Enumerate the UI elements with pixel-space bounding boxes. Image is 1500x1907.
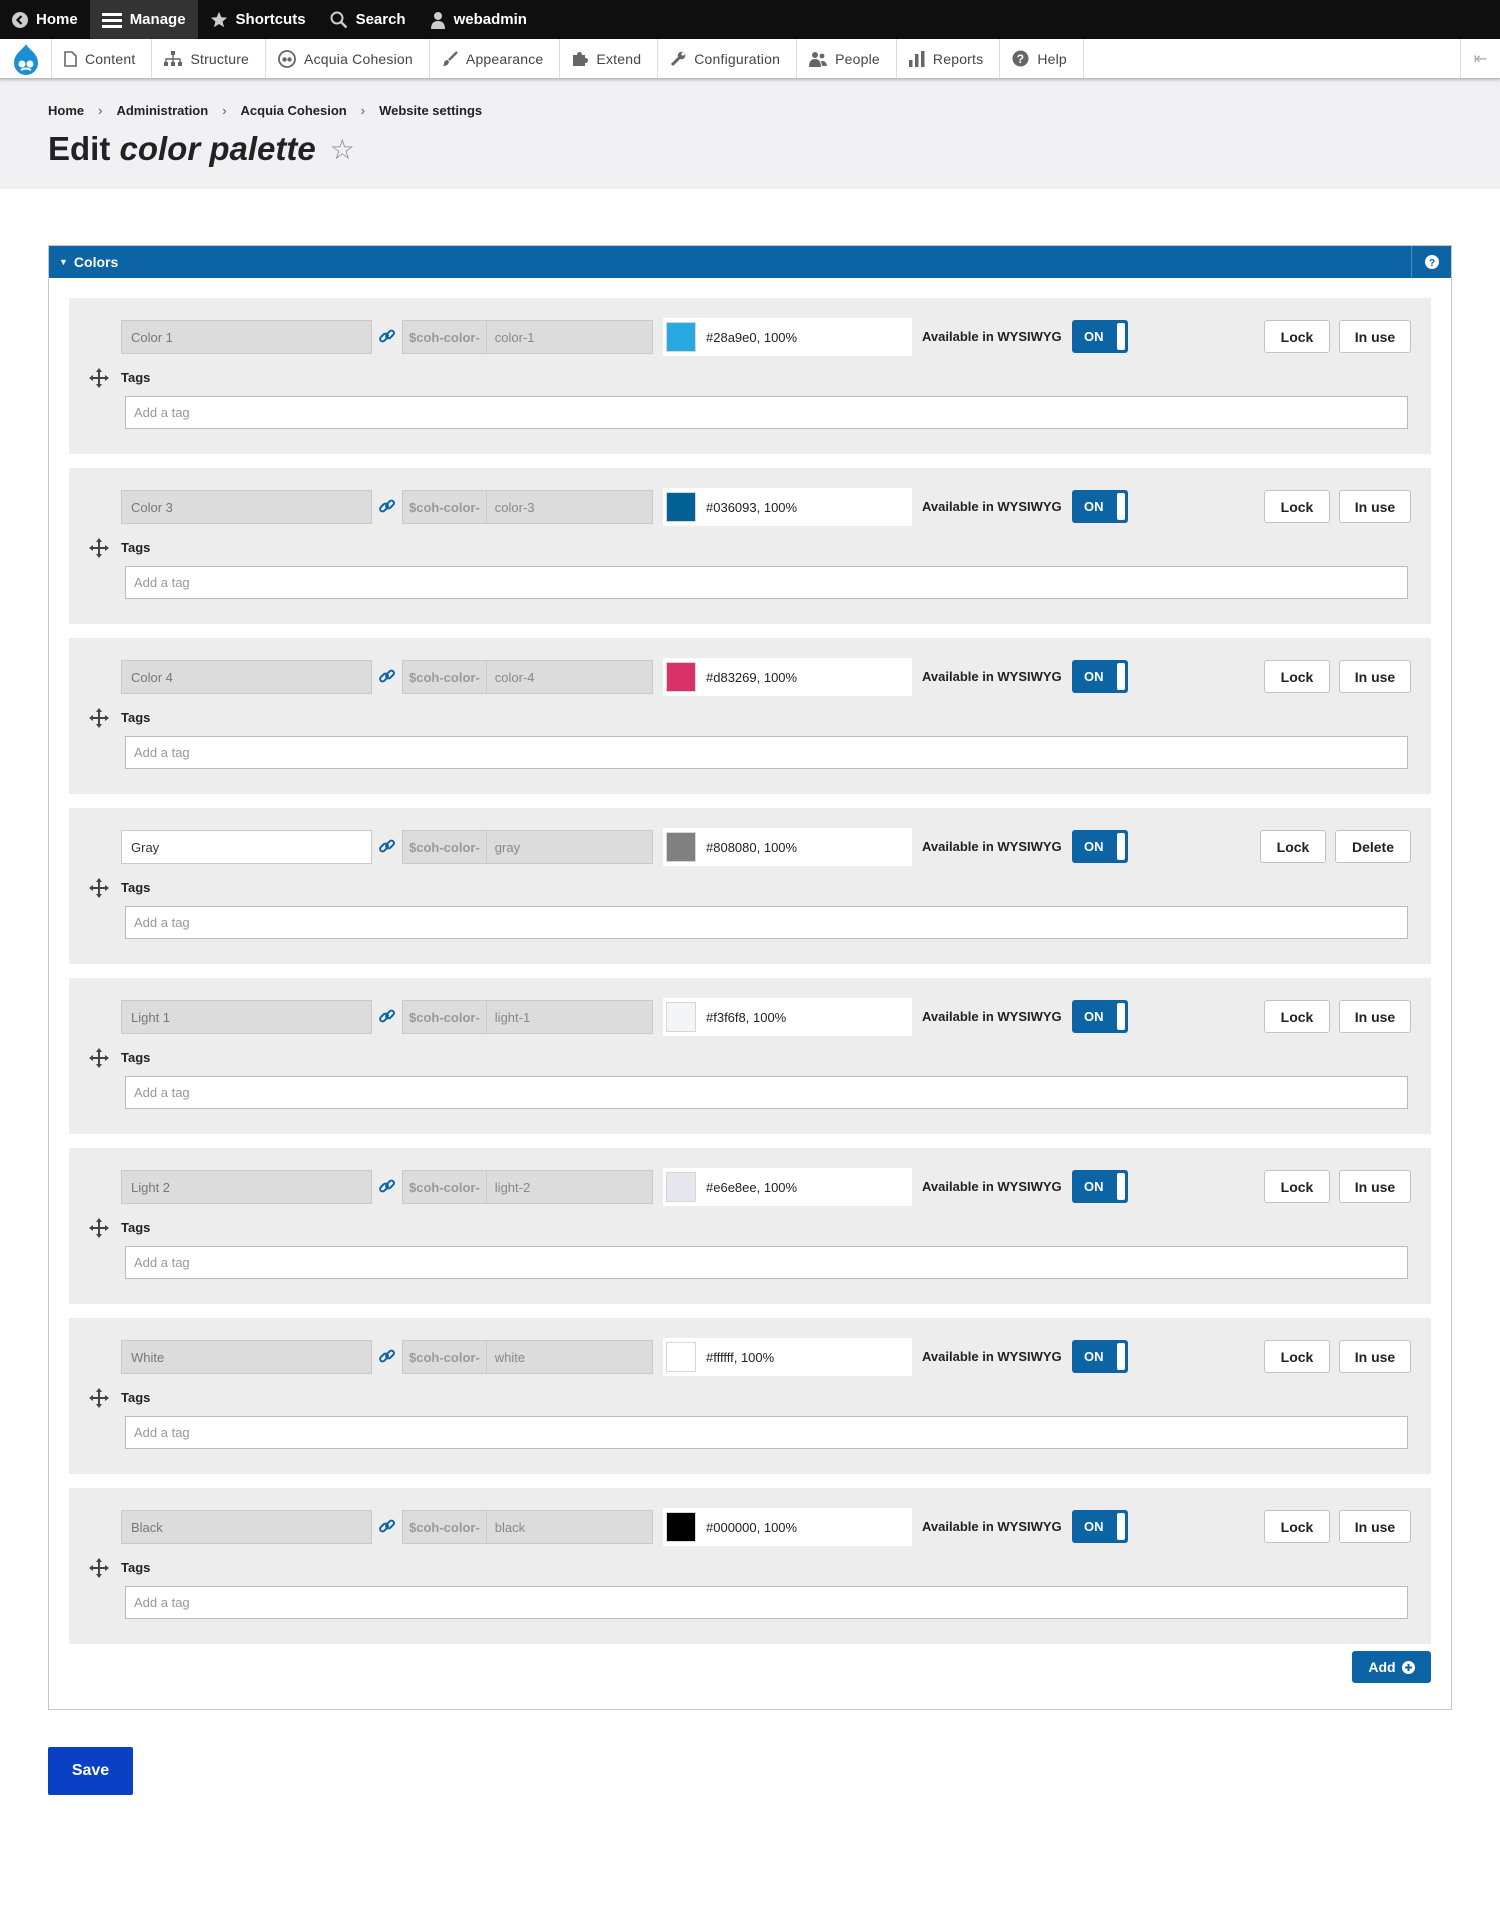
wysiwyg-label: Available in WYSIWYG [922,669,1062,684]
variable-prefix: $coh-color- [403,1001,487,1033]
drag-handle-icon[interactable] [89,1218,109,1238]
toolbar-shortcuts-label: Shortcuts [235,11,306,28]
in-use-button[interactable]: In use [1339,490,1411,523]
drag-handle-icon[interactable] [89,1388,109,1408]
colors-panel-title: Colors [73,254,119,270]
variable-prefix: $coh-color- [403,1511,487,1543]
variable-name-field [402,320,653,354]
color-row [69,468,1431,624]
svg-text:?: ? [1017,52,1025,66]
variable-suffix: color-1 [494,329,535,345]
tags-label: Tags [121,1050,151,1065]
toggle-knob [1117,493,1125,520]
toggle-on-label: ON [1084,839,1104,854]
lock-button[interactable]: Lock [1264,320,1330,353]
toggle-knob [1117,1173,1125,1200]
tags-label: Tags [121,370,151,385]
drag-handle-icon[interactable] [89,1048,109,1068]
variable-name-field [402,830,653,864]
cohesion-icon [278,50,296,68]
delete-button[interactable]: Delete [1335,830,1411,863]
toggle-on-label: ON [1084,329,1104,344]
variable-suffix: color-3 [494,499,535,515]
tags-input[interactable]: Add a tag [125,396,1408,429]
toggle-on-label: ON [1084,1519,1104,1534]
variable-suffix: light-2 [494,1179,531,1195]
breadcrumb [48,103,1452,118]
drag-handle-icon[interactable] [89,878,109,898]
lock-button[interactable]: Lock [1264,1170,1330,1203]
color-picker-field[interactable] [663,318,912,356]
toggle-on-label: ON [1084,1179,1104,1194]
menu-appearance-label: Appearance [465,50,544,67]
breadcrumb-administration[interactable]: Administration [116,103,209,118]
color-name-input[interactable]: Gray [121,830,372,864]
link-icon[interactable] [378,667,396,685]
toggle-on-label: ON [1084,669,1104,684]
tags-label: Tags [121,540,151,555]
lock-button[interactable]: Lock [1264,1000,1330,1033]
in-use-button[interactable]: In use [1339,660,1411,693]
wysiwyg-label: Available in WYSIWYG [922,839,1062,854]
toggle-knob [1117,323,1125,350]
variable-prefix: $coh-color- [403,661,487,693]
color-name-input[interactable]: Light 1 [121,1000,372,1034]
color-name-input[interactable]: White [121,1340,372,1374]
toggle-on-label: ON [1084,499,1104,514]
color-picker-field[interactable] [663,1338,912,1376]
shortcut-star-icon[interactable]: ☆ [329,133,355,165]
color-value: #28a9e0, 100% [706,329,798,345]
lock-button[interactable]: Lock [1264,1340,1330,1373]
tags-label: Tags [121,710,151,725]
color-value: #e6e8ee, 100% [706,1179,798,1195]
menu-acquia-cohesion-label: Acquia Cohesion [304,50,413,67]
link-icon[interactable] [378,1177,396,1195]
color-name-input[interactable]: Color 4 [121,660,372,694]
wysiwyg-label: Available in WYSIWYG [922,499,1062,514]
wysiwyg-toggle[interactable] [1072,490,1128,523]
variable-name-field [402,1000,653,1034]
toolbar-search-label: Search [355,11,406,28]
color-picker-field[interactable] [663,828,912,866]
color-picker-field[interactable] [663,488,912,526]
menu-extend-label: Extend [596,50,642,67]
toolbar-home[interactable] [0,0,90,39]
page-title-emphasis: color palette [119,130,316,167]
toggle-on-label: ON [1084,1009,1104,1024]
color-value: #000000, 100% [706,1519,798,1535]
manage-tray [0,39,1500,79]
menu-people[interactable] [797,39,897,78]
menu-reports[interactable] [897,39,1000,78]
in-use-button[interactable]: In use [1339,1170,1411,1203]
menu-configuration[interactable] [658,39,797,78]
toolbar-manage[interactable] [90,0,198,39]
breadcrumb-website-settings[interactable]: Website settings [379,103,483,118]
color-swatch[interactable] [666,1002,696,1032]
color-swatch[interactable] [666,1512,696,1542]
variable-name-field [402,1170,653,1204]
menu-content-label: Content [85,50,136,67]
in-use-button[interactable]: In use [1339,1510,1411,1543]
color-name-input[interactable]: Black [121,1510,372,1544]
tags-label: Tags [121,1390,151,1405]
toggle-on-label: ON [1084,1349,1104,1364]
link-icon[interactable] [378,327,396,345]
in-use-button[interactable]: In use [1339,320,1411,353]
color-row [69,638,1431,794]
wysiwyg-toggle[interactable] [1072,1510,1128,1543]
color-value: #ffffff, 100% [706,1349,775,1365]
wysiwyg-toggle[interactable] [1072,830,1128,863]
menu-configuration-label: Configuration [694,50,781,67]
link-icon[interactable] [378,497,396,515]
color-swatch[interactable] [666,492,696,522]
color-picker-field[interactable] [663,658,912,696]
menu-structure[interactable] [152,39,266,78]
svg-text:?: ? [1428,258,1435,269]
menu-help-label: Help [1037,50,1067,67]
menu-help[interactable] [1000,39,1084,78]
tags-input[interactable]: Add a tag [125,1586,1408,1619]
panel-help-icon[interactable] [1411,246,1451,278]
star-icon [210,11,228,29]
toggle-knob [1117,833,1125,860]
menu-reports-label: Reports [932,50,984,67]
people-icon [809,51,827,67]
color-swatch[interactable] [666,662,696,692]
variable-prefix: $coh-color- [403,321,487,353]
toggle-knob [1117,1343,1125,1370]
menu-appearance[interactable] [430,39,561,78]
tags-label: Tags [121,880,151,895]
wysiwyg-toggle[interactable] [1072,660,1128,693]
tags-input[interactable]: Add a tag [125,1246,1408,1279]
color-name-input[interactable]: Color 1 [121,320,372,354]
bar-chart-icon [909,51,925,67]
variable-prefix: $coh-color- [403,1341,487,1373]
drag-handle-icon[interactable] [89,368,109,388]
wysiwyg-label: Available in WYSIWYG [922,329,1062,344]
lock-button[interactable]: Lock [1264,1510,1330,1543]
color-swatch[interactable] [666,1342,696,1372]
variable-name-field [402,660,653,694]
hamburger-icon [102,12,122,28]
breadcrumb-separator: › [360,103,366,118]
drupal-logo-icon[interactable] [0,39,52,78]
tags-input[interactable]: Add a tag [125,736,1408,769]
color-swatch[interactable] [666,832,696,862]
variable-name-field [402,1510,653,1544]
wrench-icon [670,51,686,67]
tags-label: Tags [121,1560,151,1575]
colors-panel-header[interactable] [49,246,1451,278]
collapse-tray-icon[interactable]: ⇤ [1460,39,1500,78]
tags-input[interactable]: Add a tag [125,1416,1408,1449]
menu-people-label: People [835,50,880,67]
breadcrumb-acquia-cohesion[interactable]: Acquia Cohesion [240,103,347,118]
toggle-knob [1117,663,1125,690]
variable-prefix: $coh-color- [403,1171,487,1203]
lock-button[interactable]: Lock [1260,830,1326,863]
plus-circle-icon [1402,1661,1415,1674]
link-icon[interactable] [378,1007,396,1025]
color-row [69,1318,1431,1474]
wysiwyg-label: Available in WYSIWYG [922,1349,1062,1364]
menu-content[interactable] [52,39,152,78]
back-arrow-icon [12,12,28,28]
menu-acquia-cohesion[interactable] [266,39,430,78]
color-name-input[interactable]: Color 3 [121,490,372,524]
page-title-prefix: Edit [48,130,111,167]
tags-input[interactable]: Add a tag [125,1076,1408,1109]
color-row [69,298,1431,454]
drag-handle-icon[interactable] [89,538,109,558]
drag-handle-icon[interactable] [89,1558,109,1578]
tags-label: Tags [121,1220,151,1235]
add-color-button[interactable] [1352,1651,1431,1683]
wysiwyg-label: Available in WYSIWYG [922,1009,1062,1024]
brush-icon [442,51,458,67]
variable-suffix: gray [494,839,521,855]
link-icon[interactable] [378,837,396,855]
page-header [0,79,1500,189]
puzzle-icon [572,51,588,67]
color-picker-field[interactable] [663,1508,912,1546]
wysiwyg-toggle[interactable] [1072,320,1128,353]
color-value: #036093, 100% [706,499,798,515]
document-icon [64,51,77,67]
menu-structure-label: Structure [190,50,250,67]
variable-name-field [402,1340,653,1374]
color-row [69,978,1431,1134]
toolbar-user[interactable] [418,0,539,39]
user-icon [430,11,446,29]
admin-toolbar [0,0,1500,39]
toggle-knob [1117,1513,1125,1540]
link-icon[interactable] [378,1347,396,1365]
color-value: #808080, 100% [706,839,798,855]
color-value: #d83269, 100% [706,669,798,685]
wysiwyg-toggle[interactable] [1072,1170,1128,1203]
color-swatch[interactable] [666,1172,696,1202]
breadcrumb-separator: › [222,103,227,118]
link-icon[interactable] [378,1517,396,1535]
in-use-button[interactable]: In use [1339,1340,1411,1373]
help-icon [1012,50,1029,67]
variable-suffix: black [494,1519,526,1535]
color-row [69,1148,1431,1304]
save-button[interactable]: Save [48,1747,133,1795]
variable-prefix: $coh-color- [403,491,487,523]
tags-input[interactable]: Add a tag [125,906,1408,939]
structure-icon [164,51,182,67]
search-icon [330,11,348,29]
color-value: #f3f6f8, 100% [706,1009,787,1025]
variable-suffix: color-4 [494,669,535,685]
lock-button[interactable]: Lock [1264,490,1330,523]
add-button-label: Add [1368,1659,1396,1675]
toggle-knob [1117,1003,1125,1030]
tags-input[interactable]: Add a tag [125,566,1408,599]
page-title [48,130,1452,168]
toolbar-home-label: Home [36,11,78,28]
lock-button[interactable]: Lock [1264,660,1330,693]
color-picker-field[interactable] [663,1168,912,1206]
wysiwyg-toggle[interactable] [1072,1000,1128,1033]
menu-extend[interactable] [560,39,658,78]
drag-handle-icon[interactable] [89,708,109,728]
in-use-button[interactable]: In use [1339,1000,1411,1033]
breadcrumb-separator: › [98,103,103,118]
wysiwyg-toggle[interactable] [1072,1340,1128,1373]
toolbar-user-label: webadmin [453,11,527,28]
toolbar-shortcuts[interactable] [198,0,318,39]
variable-prefix: $coh-color- [403,831,487,863]
toolbar-manage-label: Manage [129,11,186,28]
color-name-input[interactable]: Light 2 [121,1170,372,1204]
breadcrumb-home[interactable]: Home [48,103,85,118]
color-row [69,1488,1431,1644]
wysiwyg-label: Available in WYSIWYG [922,1179,1062,1194]
wysiwyg-label: Available in WYSIWYG [922,1519,1062,1534]
color-swatch[interactable] [666,322,696,352]
variable-suffix: light-1 [494,1009,531,1025]
collapse-triangle-icon: ▼ [59,257,68,267]
colors-panel [48,245,1452,1710]
variable-suffix: white [494,1349,526,1365]
variable-name-field [402,490,653,524]
color-picker-field[interactable] [663,998,912,1036]
color-row [69,808,1431,964]
toolbar-search[interactable] [318,0,418,39]
